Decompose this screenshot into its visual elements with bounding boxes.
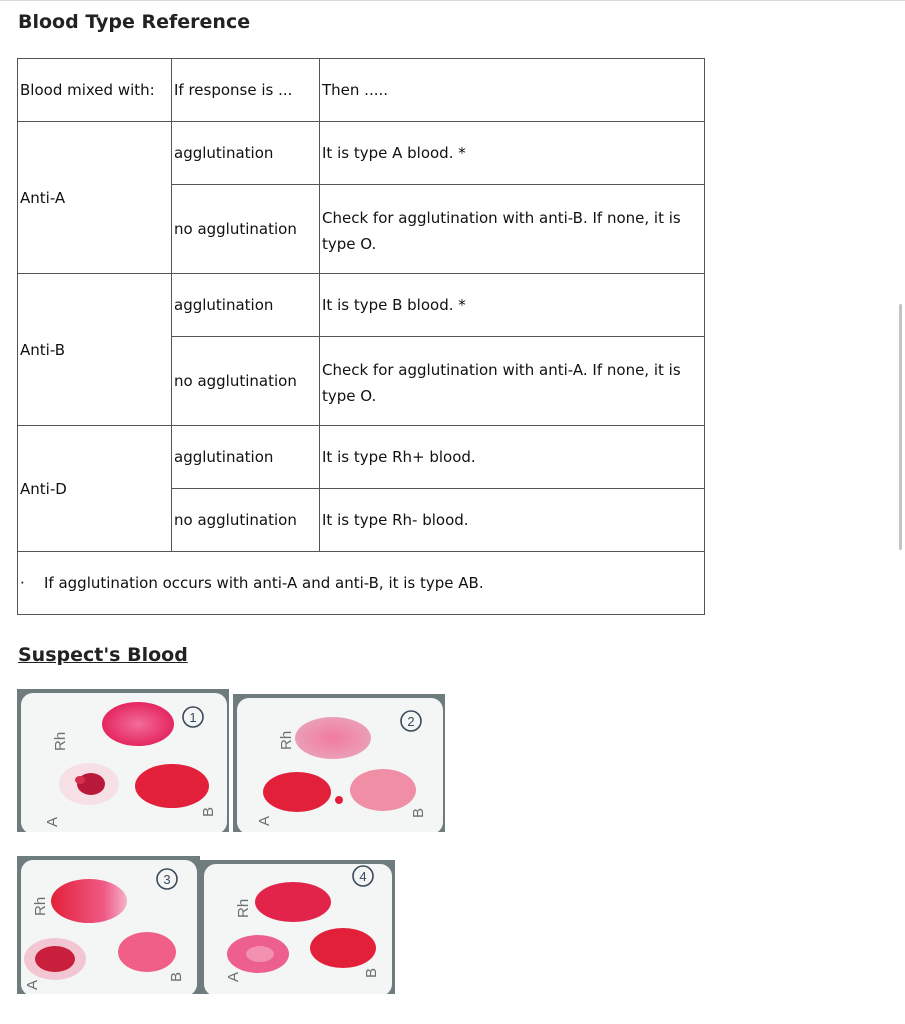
result-cell: Check for agglutination with anti-B. If none, it is type O. — [320, 185, 705, 274]
response-cell: agglutination — [172, 274, 320, 337]
suspect-photo-4 — [200, 860, 395, 994]
table-header-row — [18, 59, 705, 122]
header-cell-response: If response is ... — [172, 59, 320, 122]
blood-slide-image — [17, 856, 200, 994]
slide-label-b: B — [410, 807, 427, 818]
slide-label-rh: Rh — [278, 730, 295, 750]
rh-well — [51, 879, 127, 923]
rh-well — [255, 882, 331, 922]
slide-label-a: A — [24, 979, 41, 990]
slide-label-a: A — [256, 815, 273, 826]
slide-label-rh: Rh — [32, 896, 49, 916]
rh-well — [295, 717, 371, 759]
header-cell-mixed-with: Blood mixed with: — [18, 59, 172, 122]
slide-number: 3 — [163, 872, 171, 887]
bullet-icon: · — [20, 574, 25, 592]
slide-label-b: B — [363, 967, 380, 978]
suspect-photo-2 — [233, 694, 445, 832]
b-well — [310, 928, 376, 968]
slide-number: 2 — [407, 714, 415, 729]
response-cell: no agglutination — [172, 337, 320, 426]
b-well — [135, 764, 209, 808]
slide-label-b: B — [200, 806, 217, 817]
result-cell: It is type A blood. * — [320, 122, 705, 185]
response-cell: no agglutination — [172, 489, 320, 552]
result-cell: It is type Rh+ blood. — [320, 426, 705, 489]
suspect-photo-1 — [17, 689, 229, 832]
blood-slide-image — [17, 689, 229, 832]
slide-label-rh: Rh — [235, 898, 252, 918]
table-row — [18, 426, 705, 489]
blood-type-table — [17, 58, 705, 615]
blood-slide-image — [233, 694, 445, 832]
response-cell: agglutination — [172, 426, 320, 489]
b-well — [350, 769, 416, 811]
slide-number: 1 — [189, 710, 197, 725]
slide-number: 4 — [359, 869, 367, 884]
blood-slide-image — [200, 860, 395, 994]
reagent-cell-anti-b: Anti-B — [18, 274, 172, 426]
ab-note-text: If agglutination occurs with anti-A and anti-B, it is type AB. — [44, 574, 484, 592]
section-title: Suspect's Blood — [18, 644, 188, 666]
rh-well — [102, 702, 174, 746]
ab-note-cell — [18, 552, 705, 615]
reagent-cell-anti-a: Anti-A — [18, 122, 172, 274]
table-note-row — [18, 552, 705, 615]
a-well — [263, 772, 331, 812]
vertical-scrollbar[interactable] — [899, 304, 902, 550]
result-cell: Check for agglutination with anti-A. If none, it is type O. — [320, 337, 705, 426]
result-cell: It is type B blood. * — [320, 274, 705, 337]
table-row — [18, 122, 705, 185]
slide-label-rh: Rh — [52, 731, 69, 751]
b-well — [118, 932, 176, 972]
suspect-photo-3 — [17, 856, 200, 994]
result-cell: It is type Rh- blood. — [320, 489, 705, 552]
response-cell: agglutination — [172, 122, 320, 185]
table-row — [18, 274, 705, 337]
response-cell: no agglutination — [172, 185, 320, 274]
slide-label-a: A — [44, 816, 61, 827]
slide-label-b: B — [168, 971, 185, 982]
slide-label-a: A — [225, 971, 242, 982]
top-divider — [0, 0, 905, 1]
reagent-cell-anti-d: Anti-D — [18, 426, 172, 552]
header-cell-then: Then ..... — [320, 59, 705, 122]
page-title: Blood Type Reference — [18, 11, 251, 33]
